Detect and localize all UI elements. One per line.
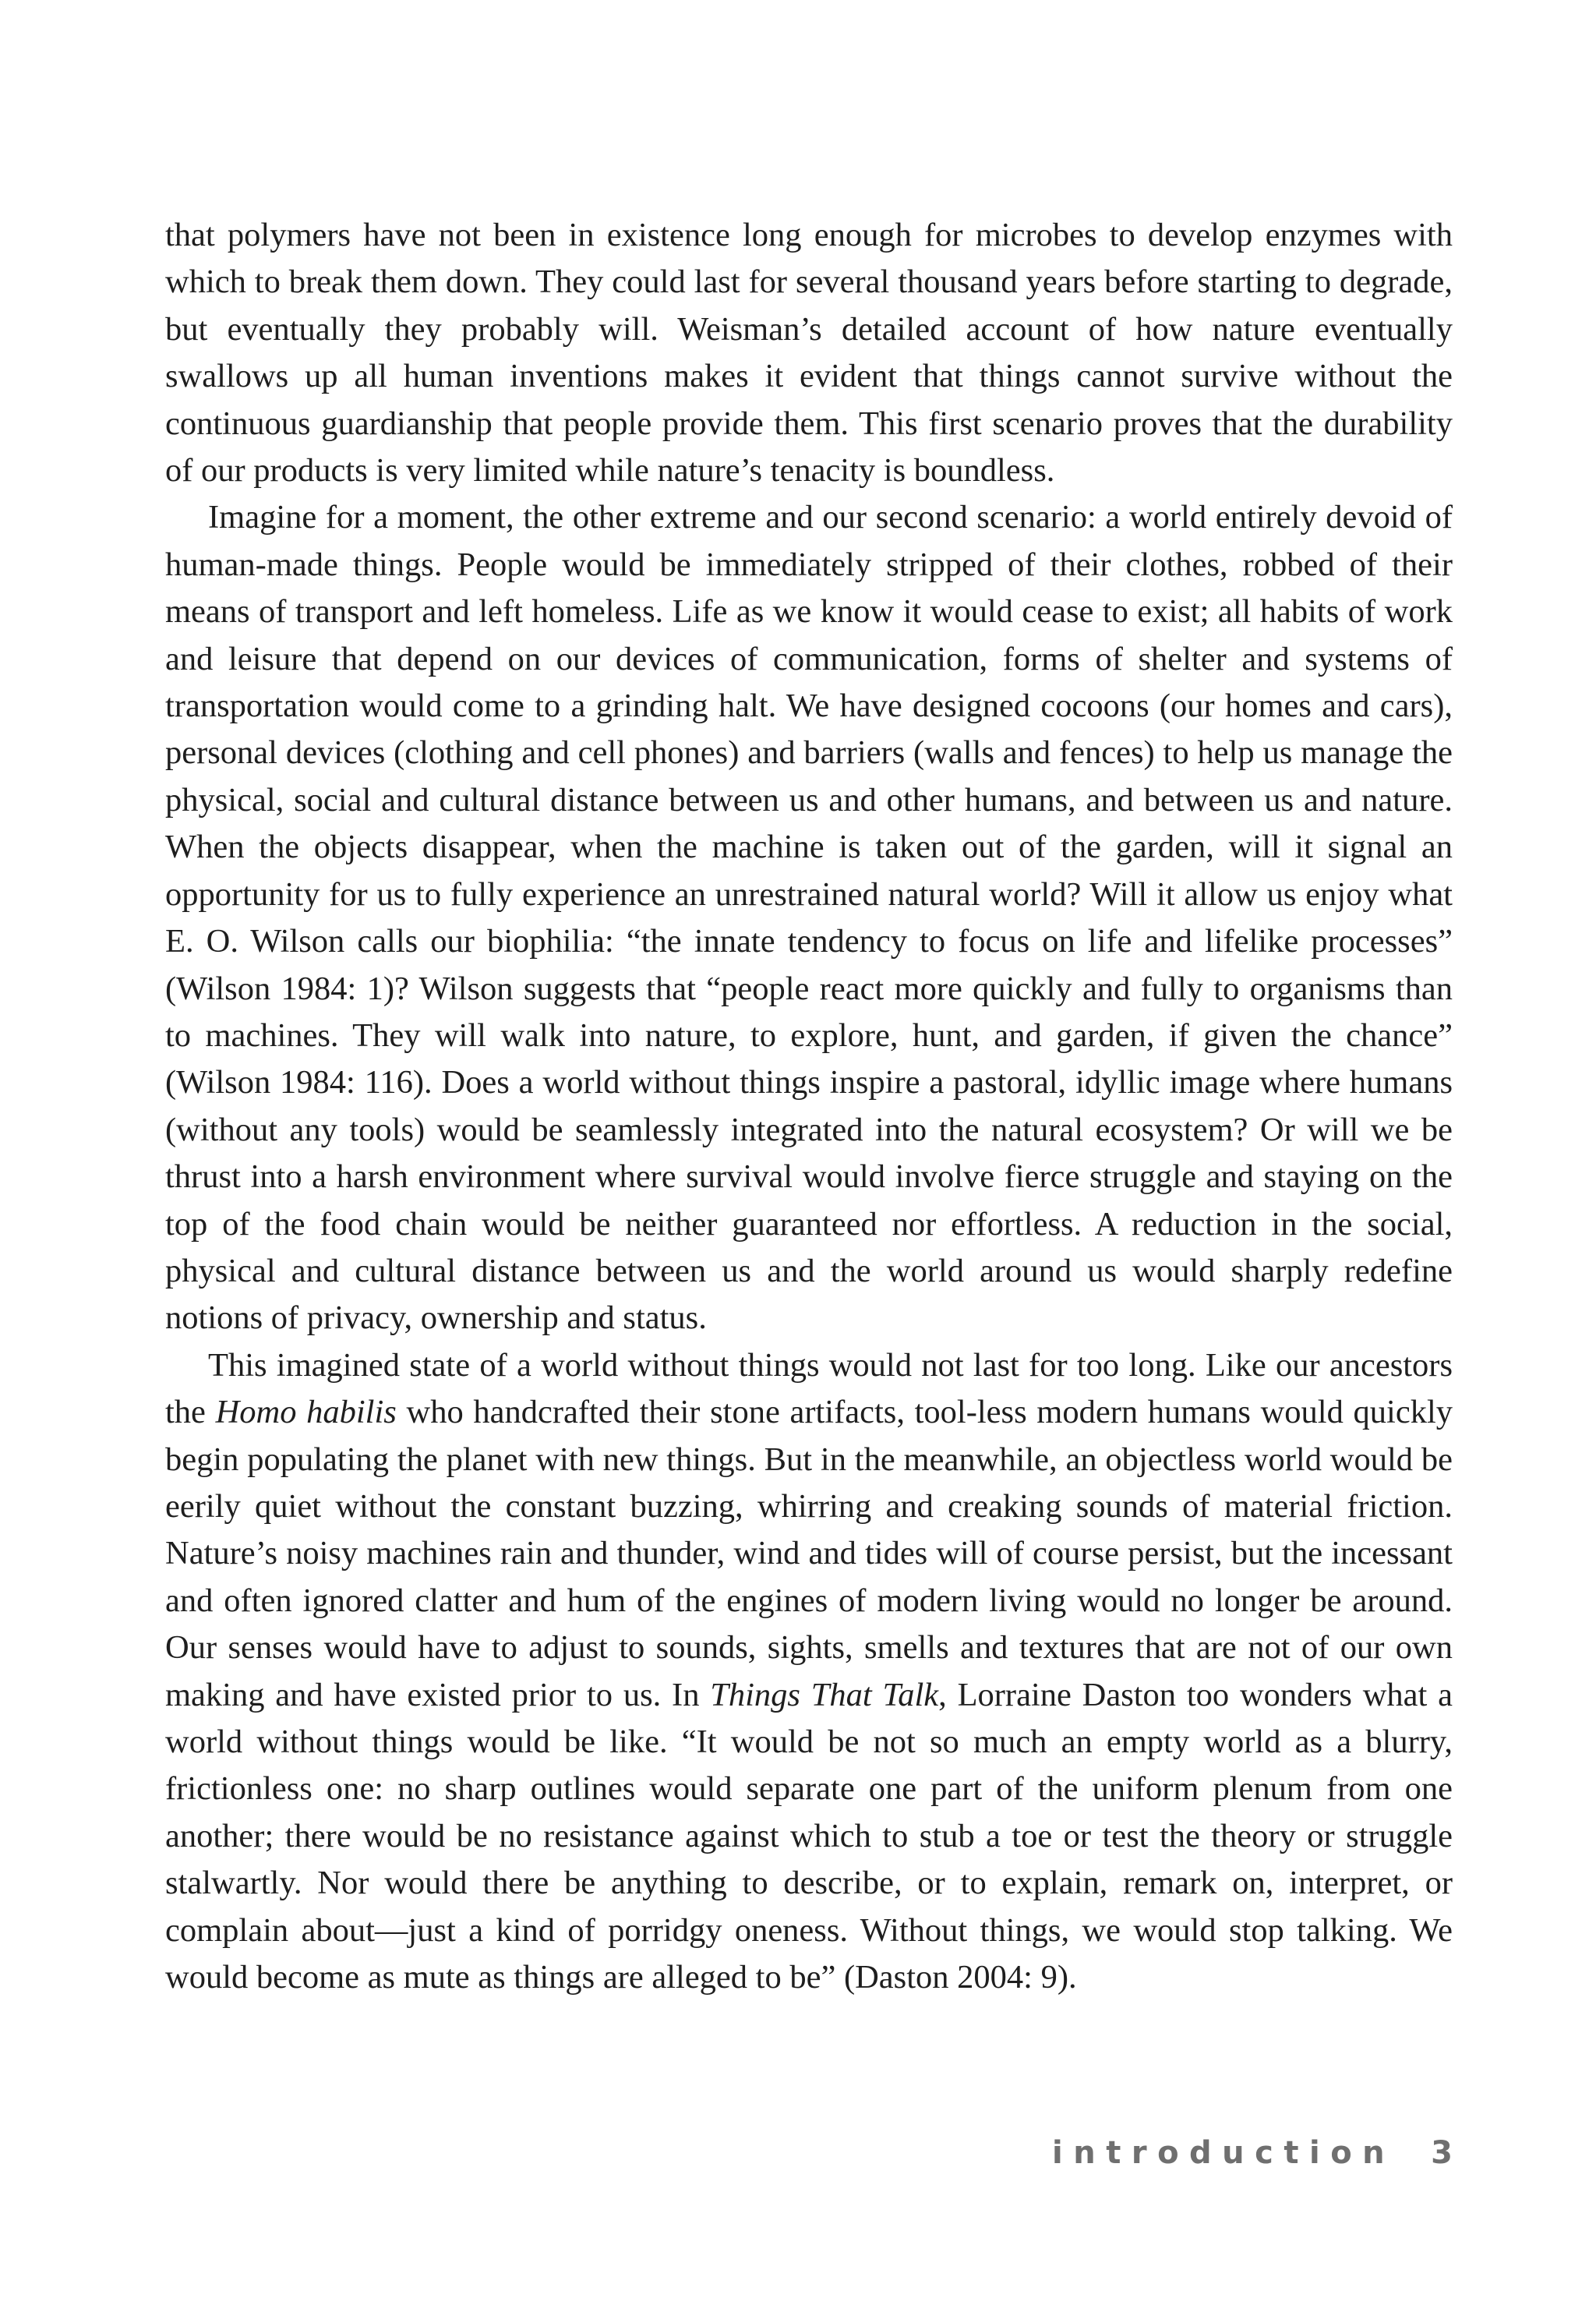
paragraph-3-text: , Lorraine Daston too wonders what a world without things would be like. “It would be not so much an empty world as a blurry, frictionless one: no sharp outlines would separate one part of the uniform plenum from one another; there would be no resistance against which to stub a toe or test the theory or struggle stalwartly. Nor would there be anything to describe, or to explain, remark on, interpret, or complain about—just a kind of porridgy oneness. Without things, we would stop talking. We would become as mute as things are alleged to be” (Daston 2004: 9). xyxy=(165,1676,1453,1996)
page-footer xyxy=(1052,2134,1453,2172)
paragraph-3 xyxy=(165,1342,1453,2002)
paragraph-1-text: that polymers have not been in existence long enough for microbes to develop enzymes with which to break them down. They could last for several thousand years before starting to degrade, but eventually they probably will. Weisman’s detailed account of how nature eventually swallows up all human inventions makes it evident that things cannot survive without the continuous guardianship that people provide them. This first scenario proves that the durability of our products is very limited while nature’s tenacity is boundless. xyxy=(165,217,1453,490)
page-number: 3 xyxy=(1431,2135,1453,2171)
body-text xyxy=(165,212,1453,2001)
italic-species-name: Homo habilis xyxy=(215,1394,397,1431)
italic-book-title: Things That Talk xyxy=(710,1676,939,1713)
paragraph-1 xyxy=(165,212,1453,494)
paragraph-2-text: Imagine for a moment, the other extreme and our second scenario: a world entirely devoid of human-made things. People would be immediately stripped of their clothes, robbed of their means of transport and left homeless. Life as we know it would cease to exist; all habits of work and leisure that depend on our devices of communication, forms of shelter and systems of transportation would come to a grinding halt. We have designed cocoons (our homes and cars), personal devices (clothing and cell phones) and barriers (walls and fences) to help us manage the physical, social and cultural distance between us and other humans, and between us and nature. When the objects disappear, when the machine is taken out of the garden, will it signal an opportunity for us to fully experience an unrestrained natural world? Will it allow us enjoy what E. O. Wilson calls our biophilia: “the innate tendency to focus on life and lifelike processes” (Wilson 1984: 1)? Wilson suggests that “people react more quickly and fully to organisms than to machines. They will walk into nature, to explore, hunt, and garden, if given the chance” (Wilson 1984: 116). Does a world without things inspire a pastoral, idyllic image where humans (without any tools) would be seamlessly integrated into the natural ecosystem? Or will we be thrust into a harsh environment where survival would involve fierce struggle and staying on the top of the food chain would be neither guaranteed nor effortless. A reduction in the social, physical and cultural distance between us and the world around us would sharply redefine notions of privacy, ownership and status. xyxy=(165,499,1453,1337)
running-head: introduction xyxy=(1052,2135,1396,2171)
paragraph-3-text: who handcrafted their stone artifacts, tool-less modern humans would quickly begin populating the planet with new things. But in the meanwhile, an objectless world would be eerily quiet without the constant buzzing, whirring and creaking sounds of material friction. Nature’s noisy machines rain and thunder, wind and tides will of course persist, but the incessant and often ignored clatter and hum of the engines of modern living would no longer be around. Our senses would have to adjust to sounds, sights, smells and textures that are not of our own making and have existed prior to us. In xyxy=(165,1394,1453,1713)
paragraph-2 xyxy=(165,494,1453,1342)
paragraph-3-text: This imagined state of a world without things would not last for too long. Like our ancestors the xyxy=(165,1346,1453,1431)
